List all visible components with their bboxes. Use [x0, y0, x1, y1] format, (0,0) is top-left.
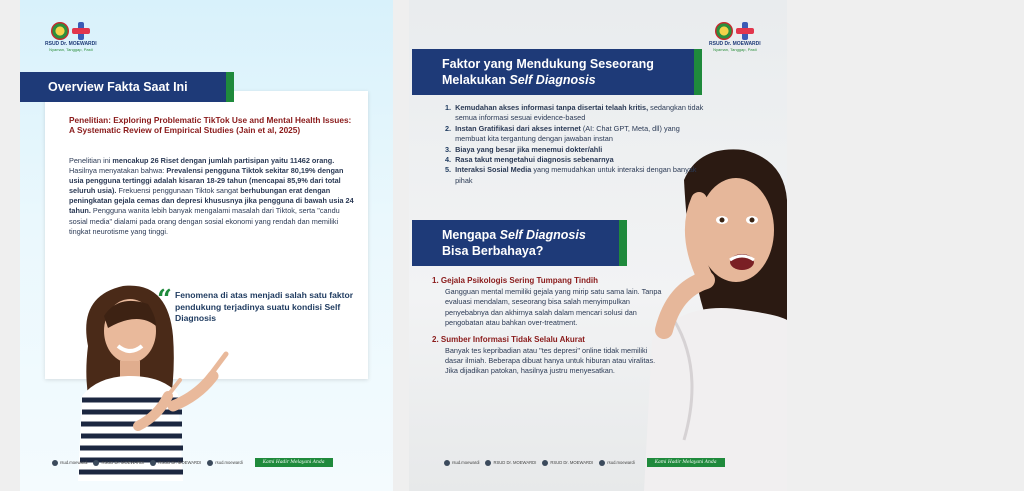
instagram-icon [52, 460, 58, 466]
youtube-icon [150, 460, 156, 466]
factor-text: yang memudahkan untuk interaksi dengan banyak pihak [455, 165, 697, 185]
factor-bold: Interaksi Sosial Media [455, 165, 532, 175]
facebook-icon [485, 460, 491, 466]
body-text: Hasilnya menyatakan bahwa: [69, 166, 167, 176]
body-text: Penelitian ini [69, 156, 113, 165]
danger-title-line2: Bisa Berbahaya? [442, 244, 544, 258]
stressed-woman-photo [644, 140, 787, 491]
logo-name: RSUD Dr. MOEWARDI [709, 41, 761, 47]
hospital-logo-right [709, 22, 761, 52]
logo-tagline: Nyaman, Tanggap, Pasti [713, 47, 757, 52]
factor-number: 3. [445, 144, 452, 154]
factor-number: 2. [445, 123, 452, 133]
logo-tagline: Nyaman, Tanggap, Pasti [49, 47, 93, 52]
body-bold: mencakup 26 Riset dengan jumlah partisipan yaitu 11462 orang. [112, 156, 335, 165]
body-bold: berhubungan erat dengan peningkatan gejala cemas dan depresi khususnya jika pengguna di bawah usia 24 tahun. [69, 186, 354, 216]
regional-seal-icon [715, 22, 733, 40]
factor-item [445, 103, 705, 124]
factor-number: 4. [445, 155, 452, 165]
slide-overview [20, 0, 393, 491]
danger-title-emphasis: Self Diagnosis [499, 228, 586, 242]
facebook-icon [93, 460, 99, 466]
danger-heading: Gejala Psikologis Sering Tumpang Tindih [440, 276, 598, 285]
footer-tiktok[interactable]: rsud.moewardi [607, 460, 635, 465]
factors-list [445, 103, 705, 186]
factor-number: 5. [445, 165, 452, 175]
factors-title-line2: Melakukan [442, 73, 510, 87]
hospital-logo [45, 22, 97, 52]
instagram-icon [444, 460, 450, 466]
factor-item [445, 124, 705, 145]
danger-item [432, 335, 662, 377]
phenomenon-quote: Fenomena di atas menjadi salah satu faktor pendukung terjadinya suatu kondisi Self Diagnosis [175, 290, 354, 323]
slide-self-diagnosis [409, 0, 787, 491]
factor-bold: Rasa takut mengetahui diagnosis sebenarnya [455, 155, 614, 165]
factors-title-line1: Faktor yang Mendukung Seseorang [442, 57, 654, 71]
factor-item [445, 165, 705, 186]
regional-seal-icon [51, 22, 69, 40]
factor-bold: Kemudahan akses informasi tanpa disertai telaah kritis, [455, 103, 649, 112]
overview-title: Overview Fakta Saat Ini [20, 72, 234, 102]
danger-text: Banyak tes kepribadian atau "tes depresi" online tidak memiliki dasar ilmiah. Beberapa dibuat hanya untuk hiburan atau viralitas. Jika dijadikan patokan, hasilnya justru menyesatkan. [445, 345, 656, 376]
tiktok-icon [207, 460, 213, 466]
footer-facebook[interactable]: RSUD Dr. MOEWARDI [493, 460, 537, 465]
factor-item [445, 155, 705, 165]
hospital-cross-icon [736, 22, 754, 40]
footer-facebook[interactable]: RSUD Dr. MOEWARDI [101, 460, 145, 465]
quote-mark-icon: “ [157, 285, 172, 315]
footer-youtube[interactable]: RSUD Dr. MOEWARDI [158, 460, 202, 465]
footer-slogan: Kami Hadir Melayani Anda [255, 458, 333, 467]
footer-tiktok[interactable]: rsud.moewardi [215, 460, 243, 465]
body-bold: Prevalensi pengguna Tiktok sekitar 80,19% dengan usia pengguna tertinggi adalah kisaran 18-29 tahun (mencapai 85,9% dari total seluruh usia). [69, 166, 344, 196]
factors-title [412, 49, 702, 95]
factor-text: (AI: Chat GPT, Meta, dll) yang membuat kita tergantung dengan jawaban instan [455, 123, 680, 144]
research-title: Penelitian: Exploring Problematic TikTok Use and Mental Health Issues: A Systematic Review of Empirical Studies (Jain et al, 2025) [69, 115, 352, 136]
footer [20, 458, 393, 467]
footer-instagram[interactable]: rsud.moewardi [452, 460, 480, 465]
danger-title [412, 220, 627, 266]
overview-body [69, 156, 359, 237]
factor-item [445, 145, 705, 155]
tiktok-icon [599, 460, 605, 466]
footer-youtube[interactable]: RSUD Dr. MOEWARDI [550, 460, 594, 465]
factor-bold: Biaya yang besar jika menemui dokter/ahli [455, 144, 603, 154]
youtube-icon [542, 460, 548, 466]
factor-bold: Instan Gratifikasi dari akses internet [455, 123, 581, 133]
factor-number: 1. [445, 103, 452, 112]
danger-number: 2. [432, 334, 439, 344]
danger-item [432, 276, 662, 329]
hospital-cross-icon [72, 22, 90, 40]
footer-slogan: Kami Hadir Melayani Anda [647, 458, 725, 467]
danger-title-line1: Mengapa [442, 228, 500, 242]
factor-text: sedangkan tidak semua informasi sesuai evidence-based [455, 103, 704, 123]
footer-right [409, 458, 787, 467]
danger-text: Gangguan mental memiliki gejala yang mirip satu sama lain. Tanpa evaluasi mendalam, seseorang bisa salah menyimpulkan penyebabnya dan akhirnya salah dalam mencari solusi dan pengobatan atau bahkan over-treatment. [445, 287, 662, 328]
logo-name: RSUD Dr. MOEWARDI [45, 41, 97, 47]
factors-title-emphasis: Self Diagnosis [509, 73, 596, 87]
footer-instagram[interactable]: rsud.moewardi [60, 460, 88, 465]
body-text: Pengguna wanita lebih banyak mengalami masalah dari Tiktok, serta "candu sosial media" dialami pada orang dengan sosial ekonomi yang rendah dan memiliki tingkat neurotisme yang tinggi. [69, 206, 340, 236]
danger-list [432, 276, 662, 377]
body-text: Frekuensi penggunaan Tiktok sangat [116, 186, 241, 196]
danger-heading: Sumber Informasi Tidak Selalu Akurat [440, 334, 585, 344]
danger-number: 1. [432, 276, 439, 285]
